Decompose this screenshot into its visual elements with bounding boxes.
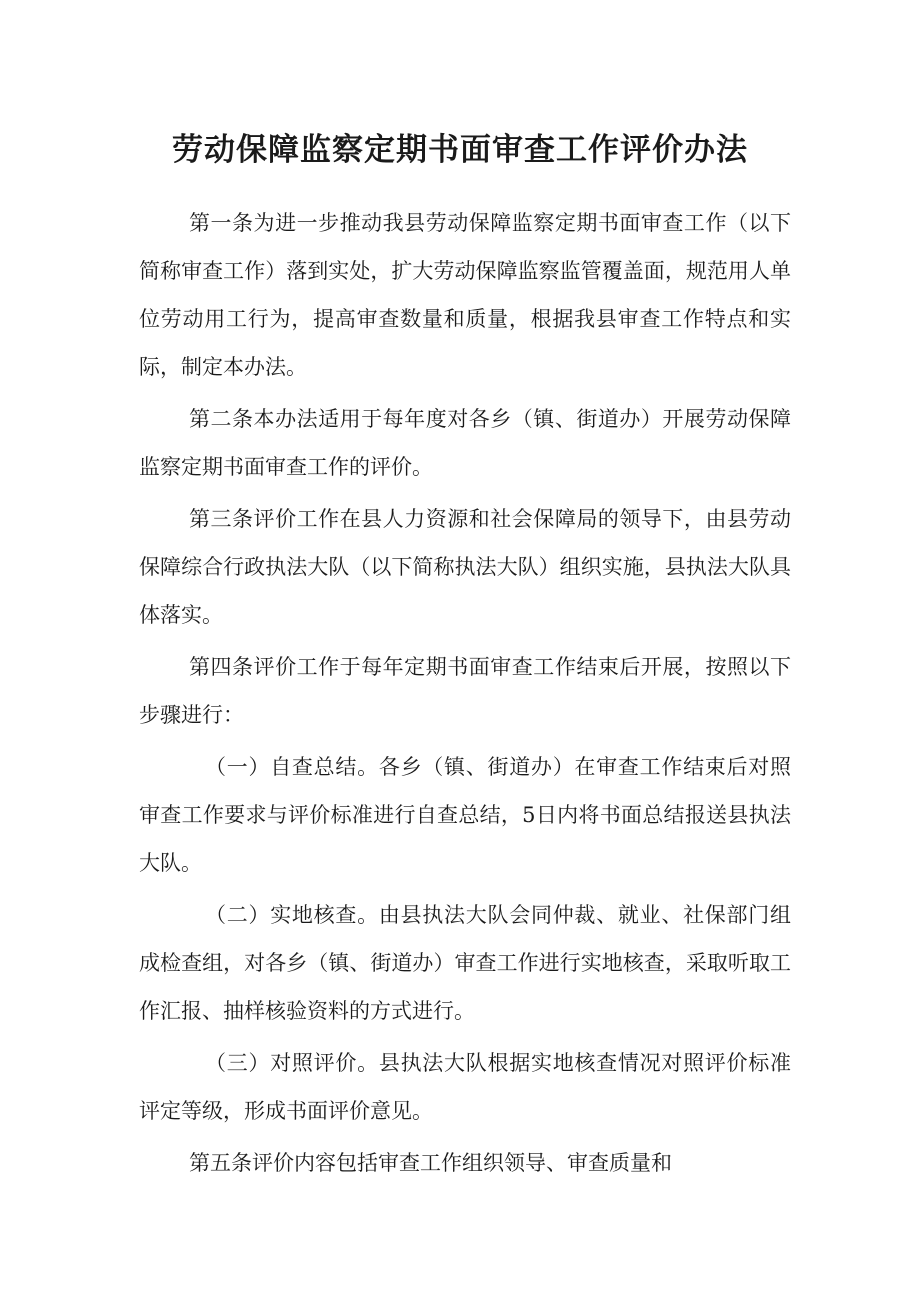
article-4-paragraph: 第四条评价工作于每年定期书面审查工作结束后开展，按照以下步骤进行： (139, 655, 791, 727)
article-5-paragraph: 第五条评价内容包括审查工作组织领导、审查质量和 (189, 1151, 672, 1175)
article-3-paragraph: 第三条评价工作在县人力资源和社会保障局的领导下，由县劳动保障综合行政执法大队（以下简称执法大队）组织实施，县执法大队具体落实。 (139, 507, 791, 627)
step-3-paragraph: （三）对照评价。县执法大队根据实地核查情况对照评价标准评定等级，形成书面评价意见。 (139, 1051, 791, 1123)
article-1-paragraph: 第一条为进一步推动我县劳动保障监察定期书面审查工作（以下简称审查工作）落到实处，扩大劳动保障监察监管覆盖面，规范用人单位劳动用工行为，提高审查数量和质量，根据我县审查工作特点和实际，制定本办法。 (139, 211, 791, 379)
step-2-paragraph: （二）实地核查。由县执法大队会同仲裁、就业、社保部门组成检查组，对各乡（镇、街道办）审查工作进行实地核查，采取听取工作汇报、抽样核验资料的方式进行。 (139, 903, 791, 1023)
article-2-paragraph: 第二条本办法适用于每年度对各乡（镇、街道办）开展劳动保障监察定期书面审查工作的评价。 (139, 407, 791, 479)
document-title: 劳动保障监察定期书面审查工作评价办法 (172, 132, 748, 168)
document-body (139, 199, 791, 1187)
step-1-paragraph: （一）自查总结。各乡（镇、街道办）在审查工作结束后对照审查工作要求与评价标准进行自查总结，5日内将书面总结报送县执法大队。 (139, 755, 791, 875)
